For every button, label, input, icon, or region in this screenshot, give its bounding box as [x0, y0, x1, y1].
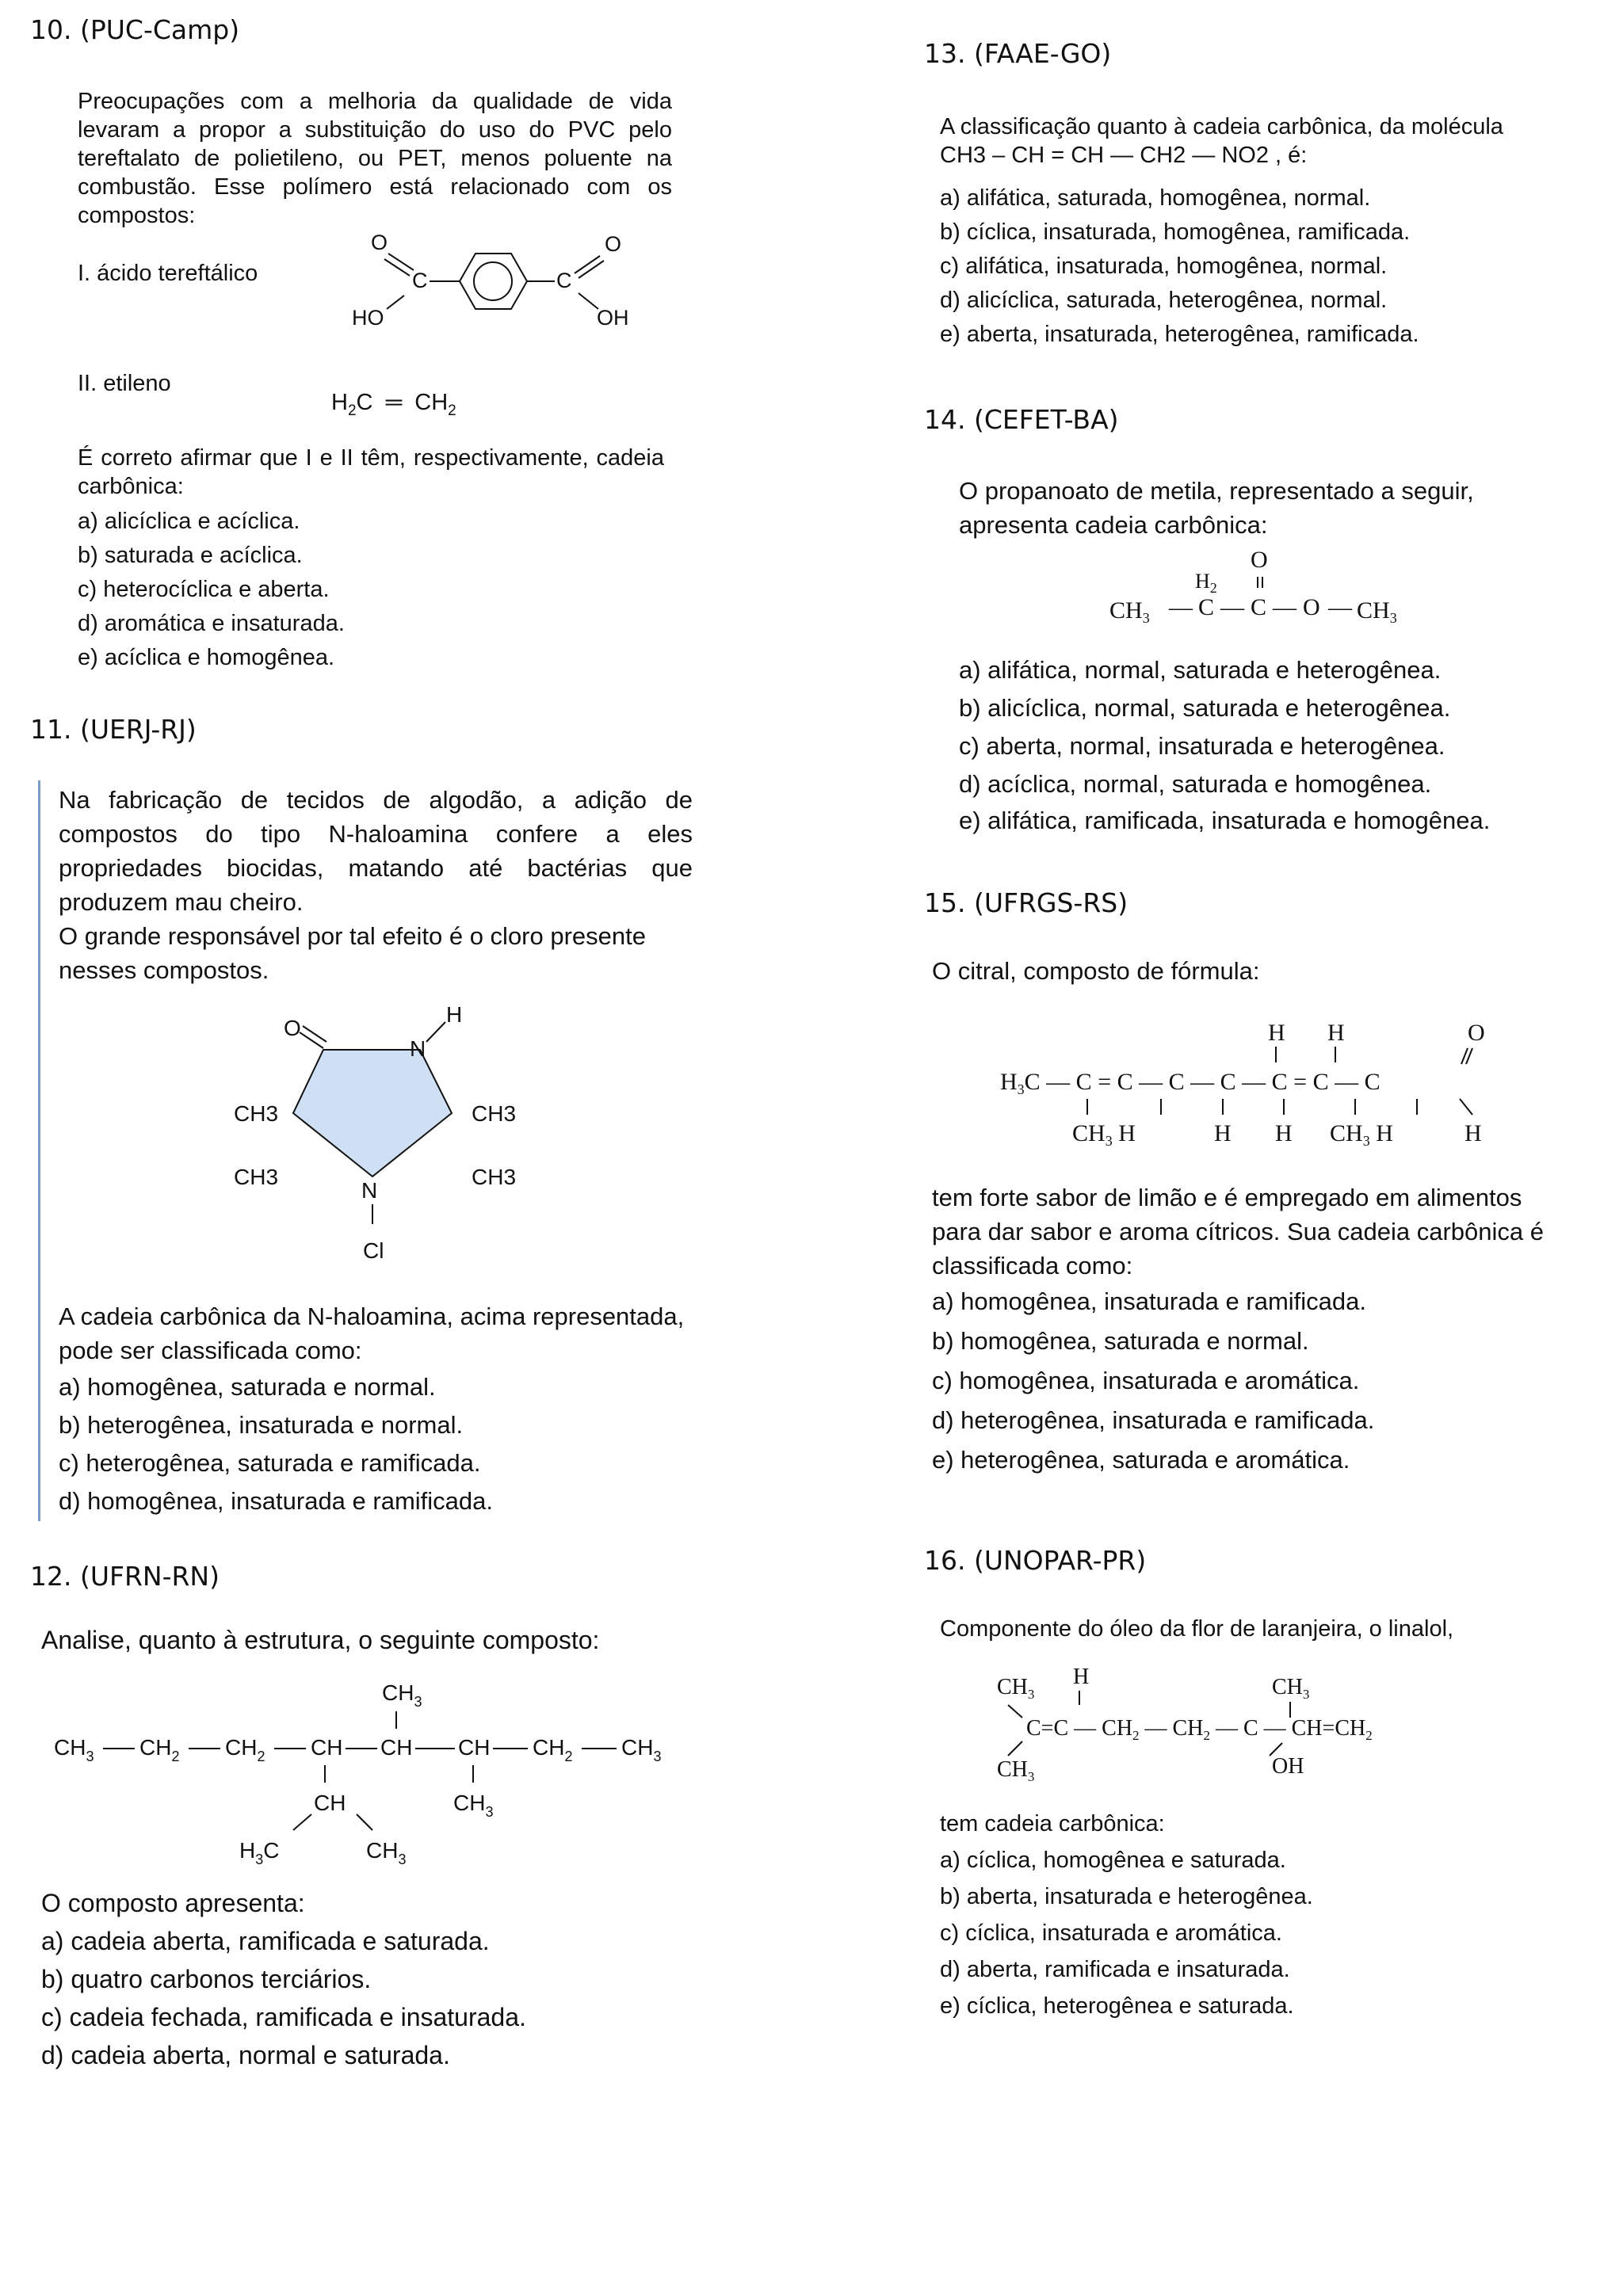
svg-text:CH: CH: [380, 1735, 413, 1760]
q10-option-d[interactable]: d) aromática e insaturada.: [78, 611, 345, 636]
svg-text:—: —: [1220, 594, 1244, 620]
terephthalic-acid-structure: [341, 226, 682, 337]
q10-option-a[interactable]: a) alicíclica e acíclica.: [78, 509, 300, 534]
q11-left-rule: [38, 780, 40, 1521]
svg-text:CH3: $CH_3$: [366, 1838, 407, 1867]
q11-question: A cadeia carbônica da N-haloamina, acima representada, pode ser classificada como:: [59, 1302, 685, 1364]
q15-option-d[interactable]: d) heterogênea, insaturada e ramificada.: [932, 1406, 1375, 1434]
q12-option-a[interactable]: a) cadeia aberta, ramificada e saturada.: [41, 1927, 490, 1955]
q10-option-b[interactable]: b) saturada e acíclica.: [78, 543, 303, 568]
svg-text:CH2: $CH_2$: [139, 1735, 180, 1764]
mol-atom: CH3: [234, 1101, 279, 1126]
q13-option-e[interactable]: e) aberta, insaturada, heterogênea, ramificada.: [940, 322, 1419, 347]
svg-text:O: O: [1468, 1020, 1485, 1046]
svg-text:C=C — CH2 — CH2 — C — CH=CH2: C=C — $CH_2$ — $CH_2$ — C — $CH=CH_2$: [1026, 1716, 1373, 1743]
svg-text:CH3 H: $CH_3$ H: [1330, 1120, 1393, 1149]
linalool-structure: [991, 1656, 1498, 1791]
svg-text:H: H: [1073, 1665, 1090, 1689]
ethylene-structure: $H_2C$ ═ $CH_2$: [331, 390, 456, 419]
svg-text:—: —: [1169, 594, 1193, 620]
q11-intro: Na fabricação de tecidos de algodão, a adição de compostos do tipo N-haloamina confere a eles propriedades biocidas, matando até bactérias que produzem mau cheiro.: [59, 786, 693, 916]
q13-intro: A classificação quanto à cadeia carbônica, da molécula: [940, 114, 1503, 139]
mol-atom: CH3: [472, 1165, 517, 1189]
mol-atom: O: [284, 1016, 301, 1040]
svg-text:CH3: $CH_3$: [453, 1791, 494, 1820]
q15-option-c[interactable]: c) homogênea, insaturada e aromática.: [932, 1367, 1360, 1394]
q13-formula: CH3 – CH = CH — CH2 — NO2 , é:: [940, 143, 1308, 168]
svg-text:CH3: $CH_3$: [1357, 597, 1397, 626]
q12-header: 12. (UFRN-RN): [30, 1561, 220, 1592]
q15-intro: O citral, composto de fórmula:: [932, 957, 1260, 985]
q10-item1-label: I. ácido tereftálico: [78, 261, 258, 286]
svg-text:H: H: [1327, 1020, 1345, 1046]
svg-text:C: C: [1251, 594, 1267, 620]
q10-header: 10. (PUC-Camp): [30, 14, 240, 45]
svg-text:O: O: [1251, 547, 1268, 573]
svg-text:CH3: $CH_3$: [1109, 597, 1150, 626]
q14-option-c[interactable]: c) aberta, normal, insaturada e heterogênea.: [959, 732, 1445, 760]
mol-atom: O: [371, 231, 388, 254]
q13-option-a[interactable]: a) alifática, saturada, homogênea, normal.: [940, 185, 1371, 211]
methyl-propanoate-structure: [1102, 539, 1434, 634]
q10-item2-label: II. etileno: [78, 371, 171, 396]
mol-atom: N: [361, 1178, 378, 1203]
q10-option-c[interactable]: c) heterocíclica e aberta.: [78, 577, 330, 602]
svg-text:H: H: [1465, 1120, 1482, 1146]
q11-option-a[interactable]: a) homogênea, saturada e normal.: [59, 1373, 436, 1401]
svg-text:CH3: $CH_3$: [997, 1757, 1035, 1784]
q13-header: 13. (FAAE-GO): [924, 38, 1112, 69]
q10-intro: Preocupações com a melhoria da qualidade de vida levaram a propor a substituição do uso do PVC pelo tereftalato de polietileno, ou PET, menos poluente na combustão. Esse polímero está relacionado com os compostos:: [78, 89, 672, 228]
mol-atom: CH3: [234, 1165, 279, 1189]
svg-text:CH2: $CH_2$: [225, 1735, 265, 1764]
svg-text:CH2: $CH_2$: [533, 1735, 573, 1764]
mol-atom: OH: [597, 306, 629, 330]
svg-text:CH3: $CH_3$: [1272, 1675, 1310, 1702]
svg-text:H2: $H_2$: [1195, 570, 1217, 596]
q11-header: 11. (UERJ-RJ): [30, 714, 197, 745]
svg-text:—: —: [1273, 594, 1296, 620]
mol-atom: H: [446, 1002, 463, 1027]
n-haloamine-structure: [222, 994, 555, 1280]
svg-text:CH3: $CH_3$: [621, 1735, 662, 1764]
q13-option-d[interactable]: d) alicíclica, saturada, heterogênea, normal.: [940, 288, 1388, 313]
q14-option-a[interactable]: a) alifática, normal, saturada e heterogênea.: [959, 656, 1442, 684]
q14-option-d[interactable]: d) acíclica, normal, saturada e homogênea.: [959, 770, 1432, 798]
svg-text:—: —: [1328, 594, 1352, 620]
q11-option-c[interactable]: c) heterogênea, saturada e ramificada.: [59, 1449, 481, 1477]
svg-text:H: H: [1275, 1120, 1293, 1146]
svg-text:CH: CH: [458, 1735, 491, 1760]
mol-atom: C: [412, 269, 428, 292]
mol-atom: HO: [352, 306, 384, 330]
branched-alkane-structure: [48, 1672, 682, 1870]
mol-atom: Cl: [363, 1238, 384, 1263]
svg-text:H: H: [1214, 1120, 1232, 1146]
q16-option-b[interactable]: b) aberta, insaturada e heterogênea.: [940, 1884, 1313, 1909]
mol-atom: N: [410, 1036, 426, 1061]
q16-header: 16. (UNOPAR-PR): [924, 1545, 1147, 1576]
q15-option-a[interactable]: a) homogênea, insaturada e ramificada.: [932, 1287, 1366, 1315]
q16-question: tem cadeia carbônica:: [940, 1811, 1165, 1836]
q10-question: É correto afirmar que I e II têm, respectivamente, cadeia carbônica:: [78, 445, 664, 499]
q12-question: O composto apresenta:: [41, 1889, 305, 1917]
svg-text:OH: OH: [1272, 1754, 1304, 1779]
q12-option-c[interactable]: c) cadeia fechada, ramificada e insaturada.: [41, 2003, 526, 2031]
q14-option-b[interactable]: b) alicíclica, normal, saturada e heterogênea.: [959, 694, 1451, 722]
mol-atom: CH3: [472, 1101, 517, 1126]
q15-header: 15. (UFRGS-RS): [924, 887, 1128, 918]
svg-text:H3C — C = C — C — C — C = C —: $H_3C$ — C = C — C — C — C = C — C: [1000, 1069, 1381, 1097]
q11-option-d[interactable]: d) homogênea, insaturada e ramificada.: [59, 1487, 493, 1515]
svg-text:CH: CH: [314, 1791, 346, 1815]
q14-header: 14. (CEFET-BA): [924, 404, 1119, 435]
q15-question: tem forte sabor de limão e é empregado em alimentos para dar sabor e aroma cítricos. Sua cadeia carbônica é classificada como:: [932, 1184, 1544, 1280]
mol-atom: C: [556, 269, 572, 292]
q10-option-e[interactable]: e) acíclica e homogênea.: [78, 645, 335, 670]
q13-option-c[interactable]: c) alifática, insaturada, homogênea, normal.: [940, 254, 1388, 279]
q12-option-d[interactable]: d) cadeia aberta, normal e saturada.: [41, 2041, 450, 2069]
q12-intro: Analise, quanto à estrutura, o seguinte composto:: [41, 1626, 600, 1654]
mol-atom: O: [605, 232, 622, 256]
q15-option-b[interactable]: b) homogênea, saturada e normal.: [932, 1327, 1309, 1355]
svg-text:H: H: [1268, 1020, 1285, 1046]
q14-intro: O propanoato de metila, representado a seguir, apresenta cadeia carbônica:: [959, 477, 1474, 539]
q14-option-e[interactable]: e) alifática, ramificada, insaturada e homogênea.: [959, 807, 1491, 834]
svg-text:O: O: [1303, 594, 1320, 620]
svg-text:CH: CH: [311, 1735, 343, 1760]
q11-intro2: O grande responsável por tal efeito é o cloro presente nesses compostos.: [59, 922, 647, 984]
svg-text:C: C: [1198, 594, 1215, 620]
svg-text:H3C: $H_3C$: [239, 1838, 280, 1867]
q16-option-a[interactable]: a) cíclica, homogênea e saturada.: [940, 1848, 1286, 1873]
q16-option-e[interactable]: e) cíclica, heterogênea e saturada.: [940, 1993, 1294, 2019]
citral-structure: [999, 1010, 1490, 1153]
q16-intro: Componente do óleo da flor de laranjeira, o linalol,: [940, 1616, 1454, 1642]
svg-text:CH3: $CH_3$: [997, 1675, 1035, 1702]
svg-text:CH3: $CH_3$: [54, 1735, 94, 1764]
q12-option-b[interactable]: b) quatro carbonos terciários.: [41, 1965, 372, 1993]
svg-text:CH3 H: $CH_3$ H: [1072, 1120, 1136, 1149]
q16-option-c[interactable]: c) cíclica, insaturada e aromática.: [940, 1920, 1282, 1946]
q13-option-b[interactable]: b) cíclica, insaturada, homogênea, ramificada.: [940, 219, 1411, 245]
q16-option-d[interactable]: d) aberta, ramificada e insaturada.: [940, 1957, 1290, 1982]
svg-text:CH3: $CH_3$: [382, 1680, 422, 1710]
q15-option-e[interactable]: e) heterogênea, saturada e aromática.: [932, 1446, 1350, 1474]
q11-option-b[interactable]: b) heterogênea, insaturada e normal.: [59, 1411, 464, 1439]
